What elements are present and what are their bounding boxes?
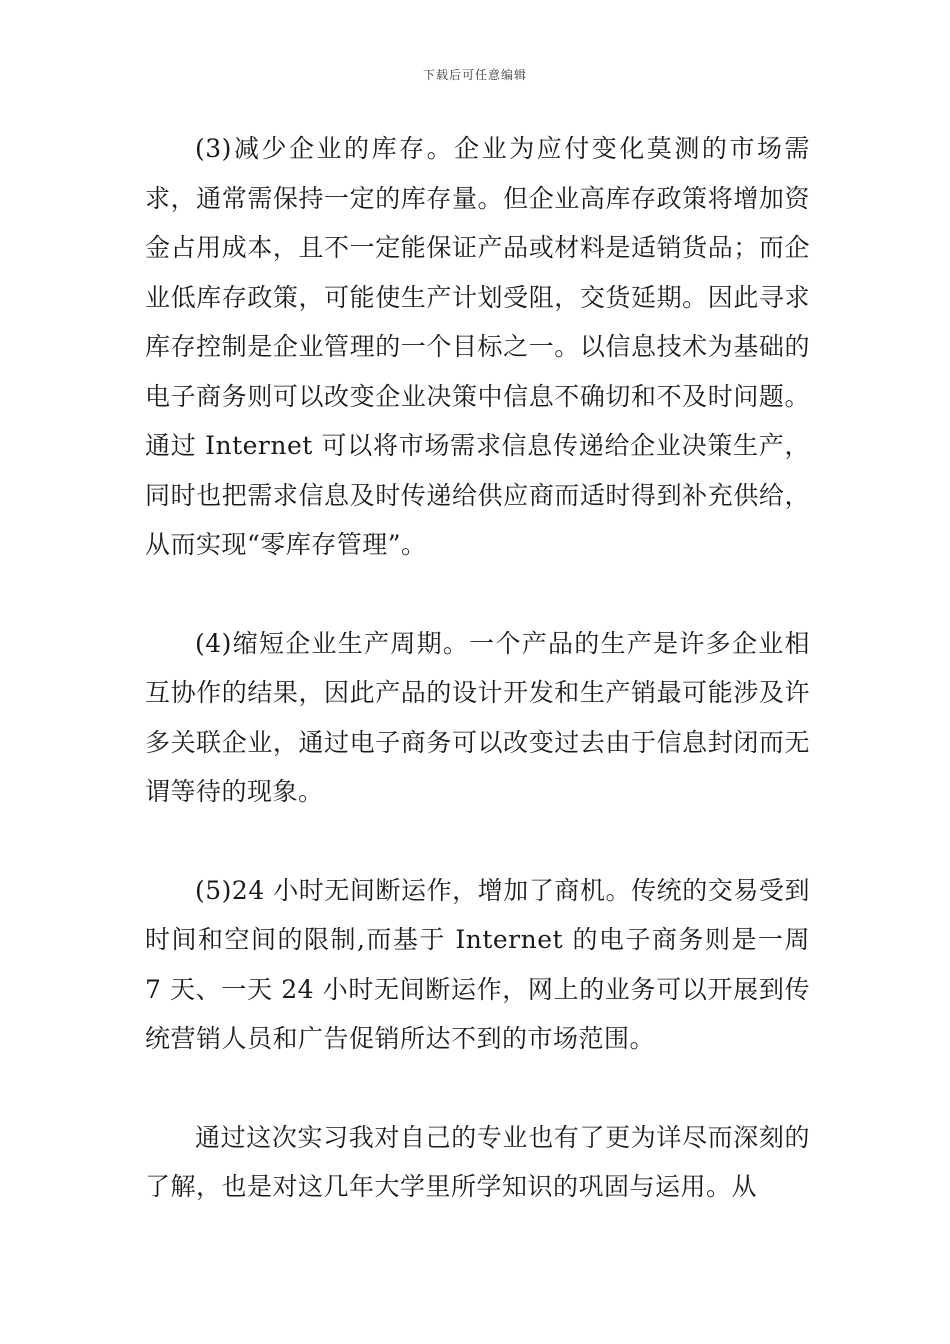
document-body	[145, 124, 810, 1212]
paragraph-internship-summary: 通过这次实习我对自己的专业也有了更为详尽而深刻的了解，也是对这几年大学里所学知识的巩固与运用。从	[145, 1122, 810, 1201]
paragraph-production-cycle: (4)缩短企业生产周期。一个产品的生产是许多企业相互协作的结果，因此产品的设计开发和生产销最可能涉及许多关联企业，通过电子商务可以改变过去由于信息封闭而无谓等待的现象。	[145, 628, 810, 806]
paragraph-24h-operation: (5)24 小时无间断运作，增加了商机。传统的交易受到时间和空间的限制,而基于 Internet 的电子商务则是一周 7 天、一天 24 小时无间断运作，网上的业务可以开展到传统营销人员和广告促销所达不到的市场范围。	[145, 875, 810, 1053]
page-header: 下载后可任意编辑	[422, 68, 527, 82]
paragraph-inventory: (3)减少企业的库存。企业为应付变化莫测的市场需求，通常需保持一定的库存量。但企业高库存政策将增加资金占用成本，且不一定能保证产品或材料是适销货品；而企业低库存政策，可能使生产计划受阻，交货延期。因此寻求库存控制是企业管理的一个目标之一。以信息技术为基础的电子商务则可以改变企业决策中信息不确切和不及时问题。通过 Internet 可以将市场需求信息传递给企业决策生产，同时也把需求信息及时传递给供应商而适时得到补充供给，从而实现“零库存管理”。	[145, 134, 810, 559]
